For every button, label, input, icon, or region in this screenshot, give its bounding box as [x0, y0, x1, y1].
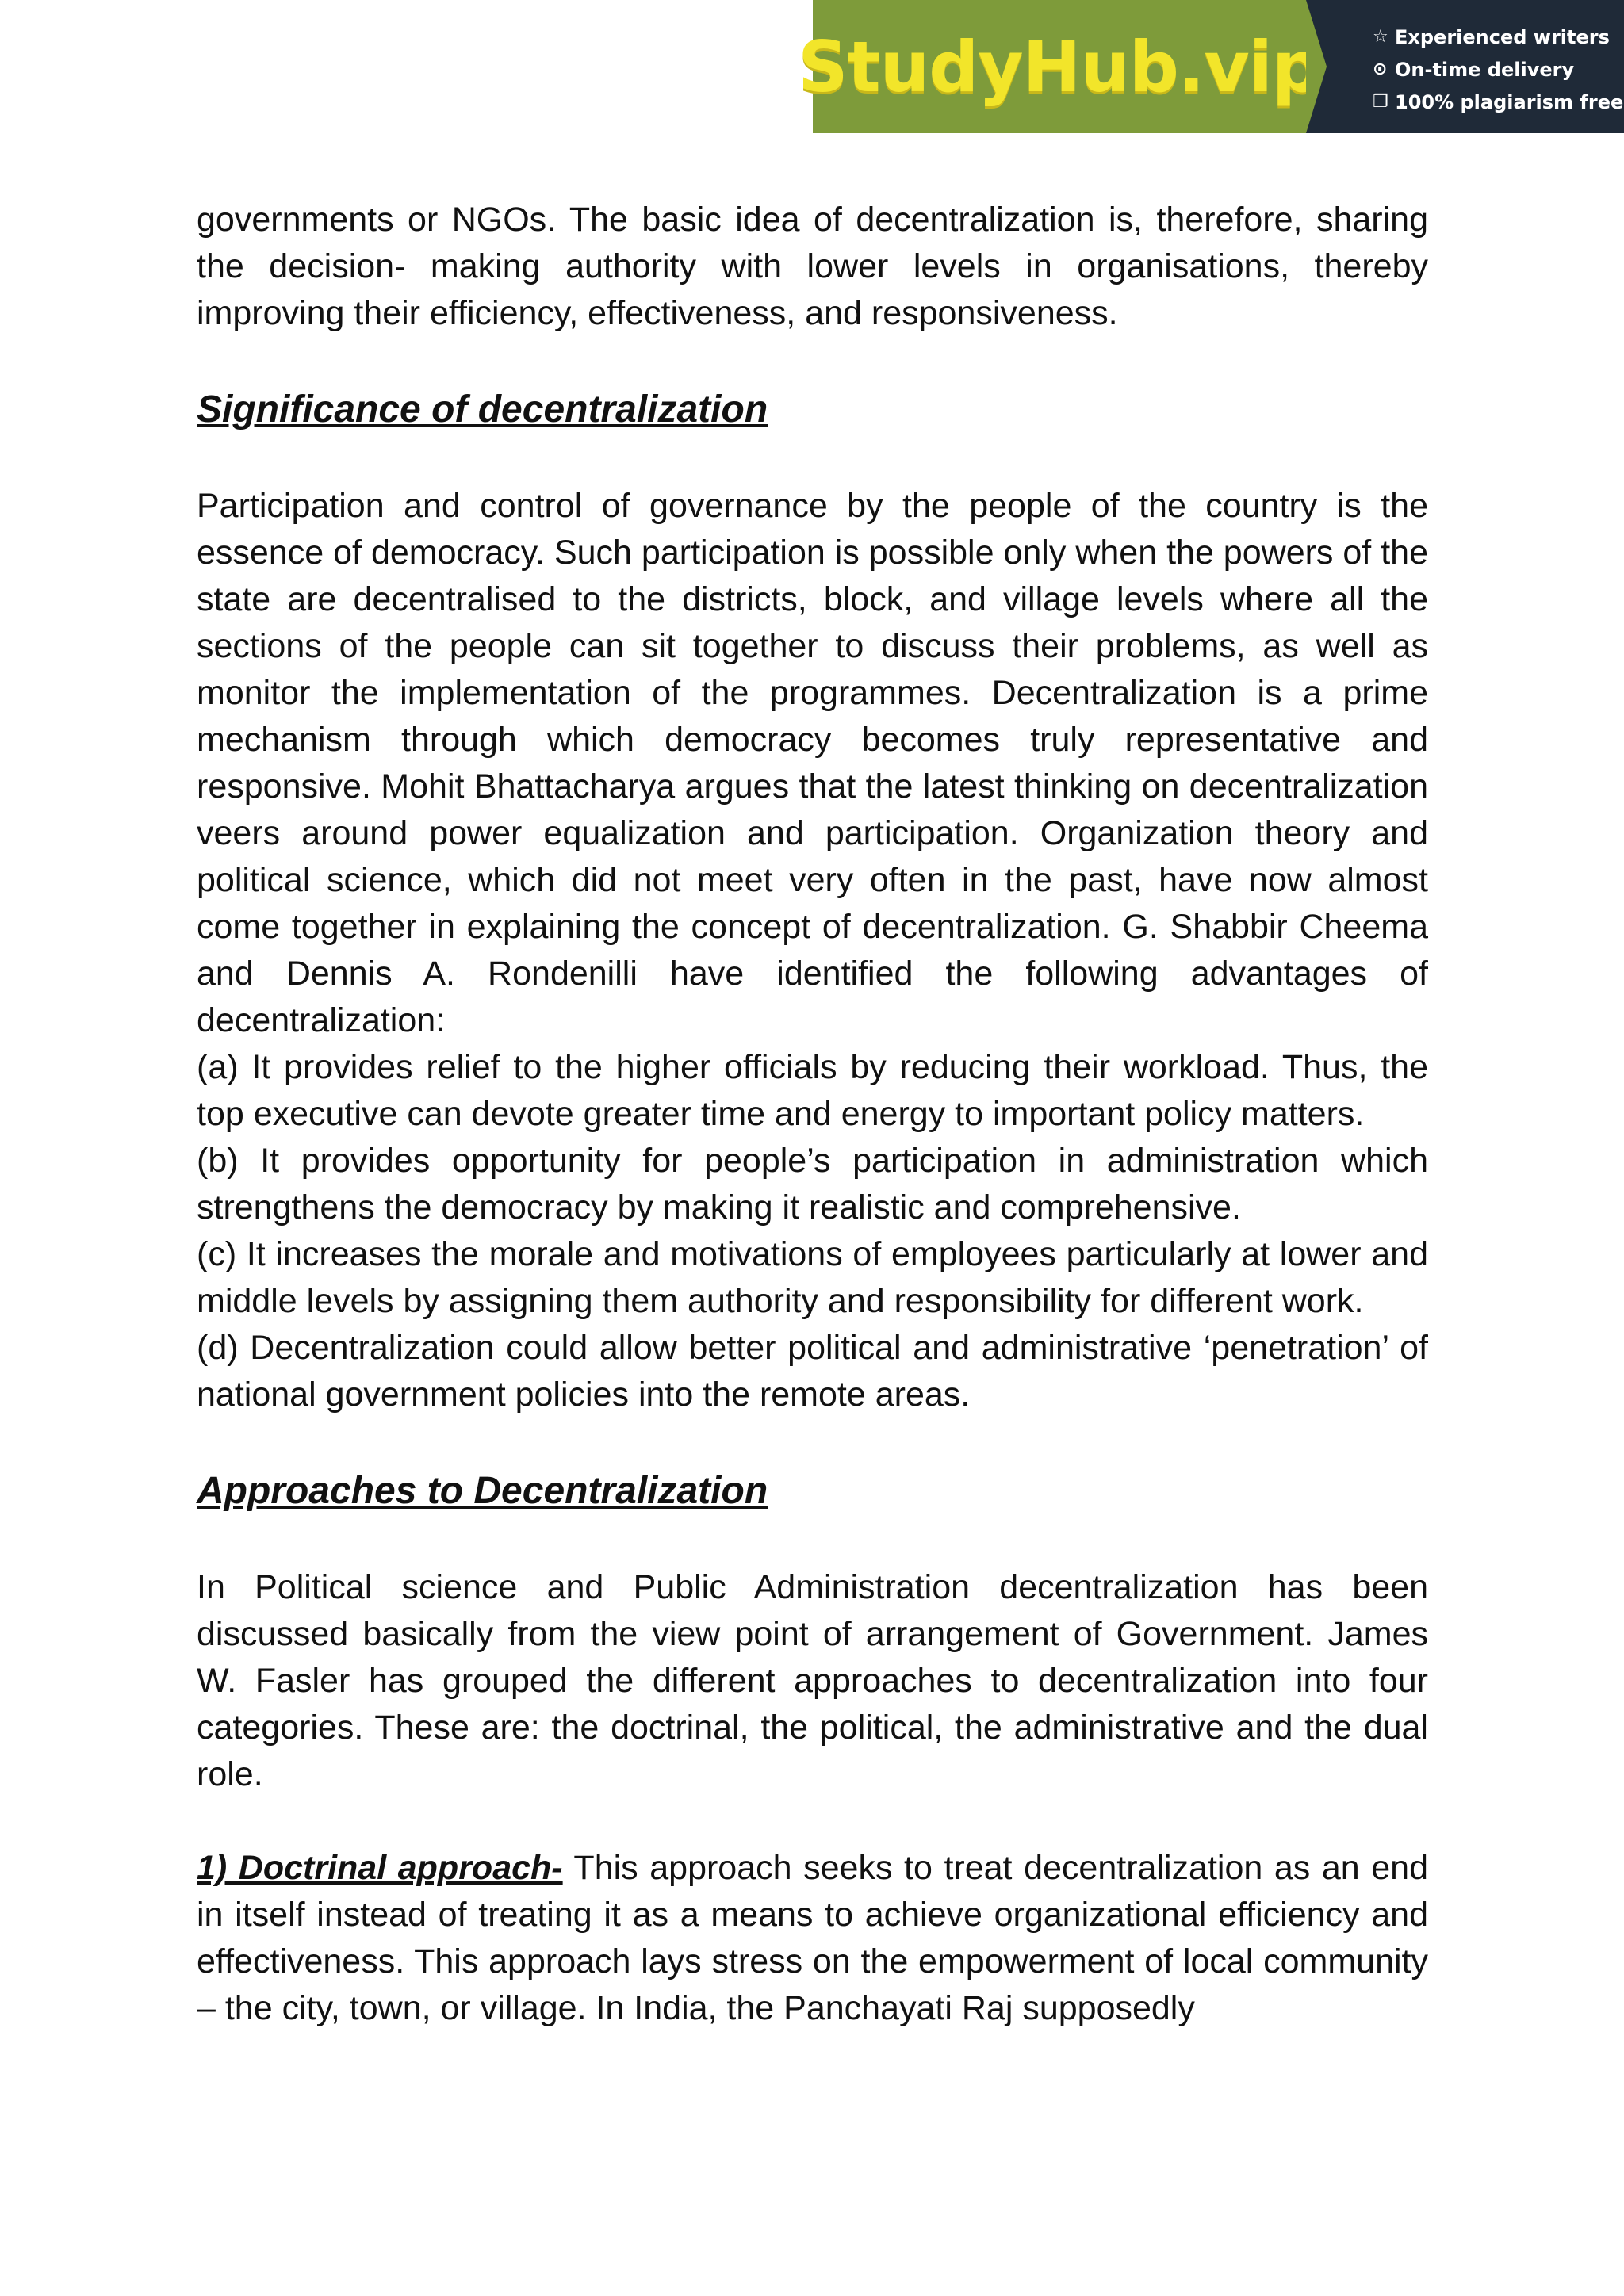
- feature-item: [1373, 86, 1624, 118]
- spacer: [197, 436, 1428, 483]
- feature-list: [1306, 0, 1624, 133]
- star-icon: ☆: [1373, 27, 1388, 47]
- feature-item: [1373, 53, 1624, 86]
- brand-logo[interactable]: [798, 0, 1321, 133]
- feature-text: On-time delivery: [1395, 58, 1575, 81]
- spacer: [197, 1517, 1428, 1564]
- clock-icon: ⊙: [1373, 59, 1388, 79]
- doctrinal-text: This approach seeks to treat decentralization as an end in itself instead of treating it as a means to achieve organizational efficiency and effectiveness. This approach lays stress on the empowerment of local community – the city, town, or village. In India, the Panchayati Raj supposedly: [197, 1849, 1428, 2027]
- advantage-item-b: (b) It provides opportunity for people’s participation in administration which strengthens the democracy by making it realistic and comprehensive.: [197, 1142, 1428, 1226]
- section-heading-significance: Significance of decentralization: [197, 388, 768, 430]
- doctrinal-paragraph: [197, 1845, 1428, 2032]
- brand-arrow-shape: [1306, 0, 1327, 133]
- approaches-paragraph: In Political science and Public Administration decentralization has been discussed basically from the view point of arrangement of Government. James W. Fasler has grouped the different approaches to decentralization into four categories. These are: the doctrinal, the political, the administrative and the dual role.: [197, 1568, 1428, 1793]
- advantage-item-a: (a) It provides relief to the higher officials by reducing their workload. Thus, the top executive can devote greater time and energy to important policy matters.: [197, 1048, 1428, 1133]
- feature-text: 100% plagiarism free: [1395, 90, 1624, 113]
- brand-name: StudyHub.vip: [798, 25, 1321, 108]
- spacer: [197, 1418, 1428, 1465]
- significance-paragraph: Participation and control of governance by the people of the country is the essence of democracy. Such participation is possible only when the powers of the state are decentralised to the districts, block, and village levels where all the sections of the people can sit together to discuss their problems, as well as monitor the implementation of the programmes. Decentralization is a prime mechanism through which democracy becomes truly representative and responsive. Mohit Bhattacharya argues that the latest thinking on decentralization veers around power equalization and participation. Organization theory and political science, which did not meet very often in the past, have now almost come together in explaining the concept of decentralization. G. Shabbir Cheema and Dennis A. Rondenilli have identified the following advantages of decentralization:: [197, 487, 1428, 1039]
- section-heading-approaches: Approaches to Decentralization: [197, 1470, 768, 1512]
- doctrinal-label: 1) Doctrinal approach-: [197, 1849, 563, 1887]
- document-body: [197, 197, 1428, 2032]
- intro-paragraph: governments or NGOs. The basic idea of decentralization is, therefore, sharing the decision- making authority with lower levels in organisations, thereby improving their efficiency, effectiveness, and responsiveness.: [197, 201, 1428, 332]
- copy-icon: ❐: [1373, 92, 1388, 112]
- feature-text: Experienced writers: [1395, 25, 1610, 48]
- advantage-item-c: (c) It increases the morale and motivations of employees particularly at lower and middle levels by assigning them authority and responsibility for different work.: [197, 1235, 1428, 1320]
- spacer: [197, 337, 1428, 384]
- advantage-item-d: (d) Decentralization could allow better political and administrative ‘penetration’ of national government policies into the remote areas.: [197, 1329, 1428, 1414]
- spacer: [197, 1798, 1428, 1845]
- promo-banner[interactable]: [798, 0, 1624, 133]
- feature-item: [1373, 21, 1624, 53]
